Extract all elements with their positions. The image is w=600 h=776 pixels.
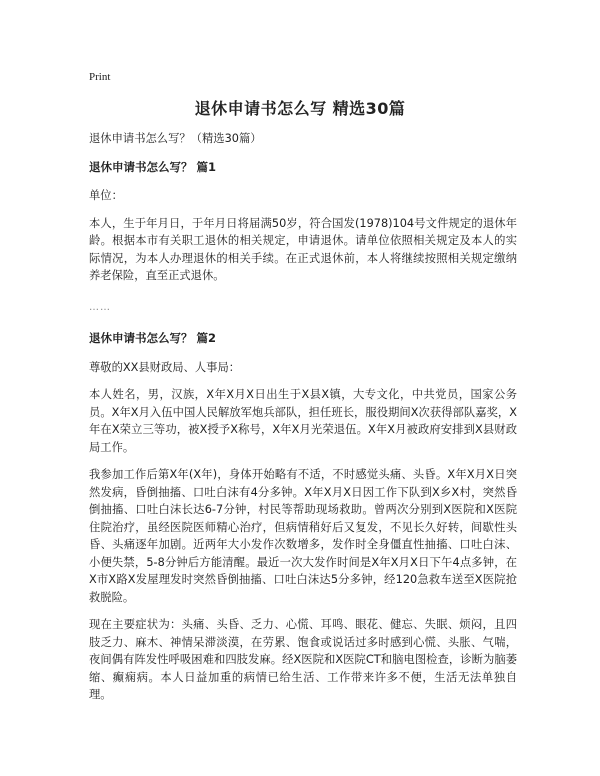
body-paragraph: 本人，生于年月日，于年月日将届满50岁，符合国发(1978)104号文件规定的退休年龄。根据本市有关职工退休的相关规定，申请退休。请单位依照相关规定及本人的实际情况，为本人办理退休的相关手续。在正式退休前，本人将继续按照相关规定缴纳养老保险，直至正式退休。	[89, 216, 517, 282]
salutation: 尊敬的XX县财政局、人事局：	[89, 360, 241, 374]
print-link[interactable]: Print	[89, 71, 111, 83]
body-paragraph: 现在主要症状为：头痛、头昏、乏力、心慌、耳鸣、眼花、健忘、失眠、烦闷，且四肢乏力、麻木、神情呆滞淡漠，在劳累、饱食或说话过多时感到心慌、头胀、气喘，夜间偶有阵发性呼吸困难和四肢发麻。经X医院和X医院CT和脑电图检查，诊断为脑萎缩、癫痫病。本人日益加重的病情已给生活、工作带来许多不便，生活无法单独自理。	[89, 618, 517, 701]
section-heading: 退休申请书怎么写？ 篇1	[89, 159, 217, 174]
document-subtitle: 退休申请书怎么写？（精选30篇）	[89, 132, 262, 145]
salutation: 单位：	[89, 189, 123, 202]
body-paragraph: 本人姓名，男，汉族，X年X月X日出生于X县X镇，大专文化，中共党员，国家公务员。X年X月入伍中国人民解放军炮兵部队，担任班长，服役期间X次获得部队嘉奖，X年在X荣立三等功，被X授予X称号，X年X月光荣退伍。X年X月被政府安排到X县财政局工作。	[89, 388, 517, 454]
document-body	[89, 130, 517, 714]
section-heading: 退休申请书怎么写？ 篇2	[89, 331, 217, 345]
body-paragraph: 我参加工作后第X年(X年)，身体开始略有不适，不时感觉头痛、头昏。X年X月X日突然发病，昏倒抽搐、口吐白沫有4分多钟。X年X月X日因工作下队到X乡X村，突然昏倒抽搐、口吐白沫长达6-7分钟，村民等帮助现场救助。曾两次分别到X医院和X医院住院治疗，虽经医院医师精心治疗，但病情稍好后又复发，不见长久好转，间歇性头昏、头痛逐年加剧。近两年大小发作次数增多，发作时全身僵直性抽搐、口吐白沫、小便失禁，5-8分钟后方能清醒。最近一次大发作时间是X年X月X日下午4点多钟，在X市X路X发屋理发时突然昏倒抽搐、口吐白沫达5分多钟，经120急救车送至X医院抢救脱险。	[89, 468, 517, 604]
section-separator: ……	[89, 301, 111, 313]
page-title: 退休申请书怎么写 精选30篇	[194, 99, 406, 118]
